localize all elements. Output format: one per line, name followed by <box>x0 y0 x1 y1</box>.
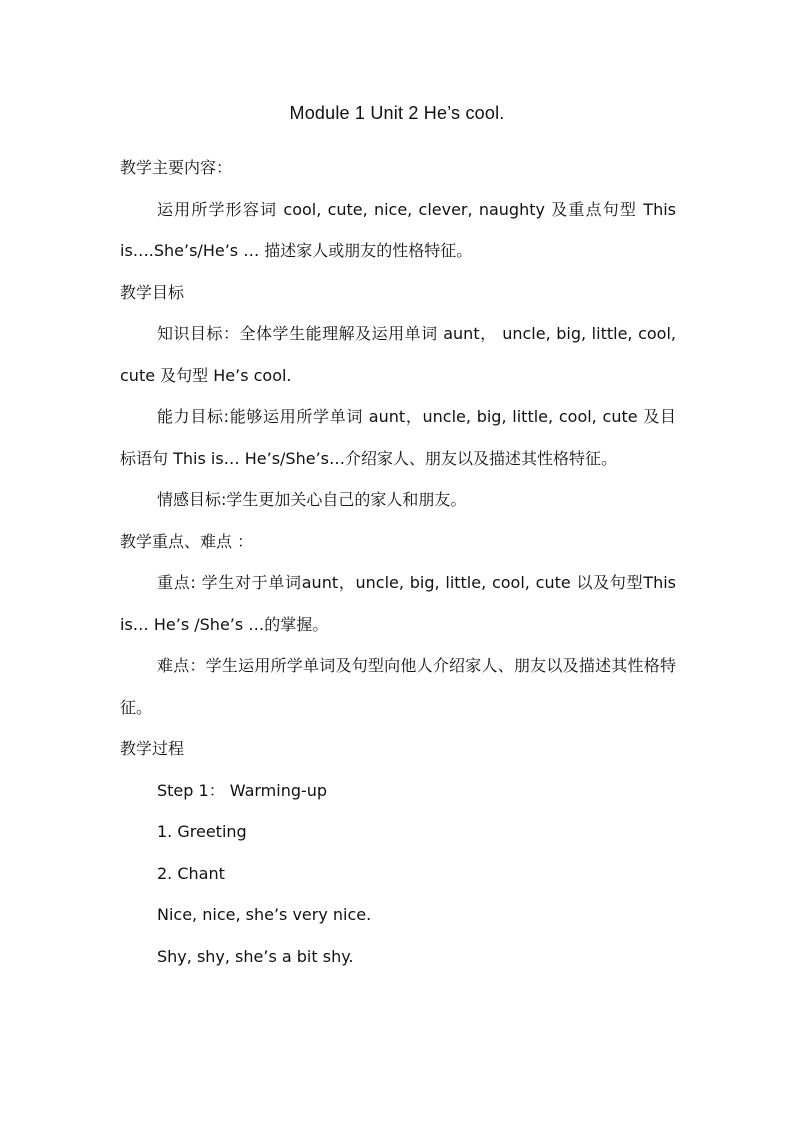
chant-line-1: Nice, nice, she’s very nice. <box>157 905 372 924</box>
paragraph-difficult-point: 难点：学生运用所学单词及句型向他人介绍家人、朋友以及描述其性格特征。 <box>120 656 676 717</box>
section-heading-main-content: 教学主要内容： <box>120 158 233 177</box>
paragraph-main-content: 运用所学形容词 cool, cute, nice, clever, naughty 及重点句型 This is….She’s/He’s … 描述家人或朋友的性格特征。 <box>120 199 676 260</box>
list-item-chant: 2. Chant <box>157 863 225 883</box>
step-1-heading: Step 1： Warming-up <box>157 780 328 800</box>
paragraph-emotional-objective: 情感目标:学生更加关心自己的家人和朋友。 <box>157 490 467 509</box>
section-heading-process: 教学过程 <box>120 739 185 758</box>
paragraph-ability-objective: 能力目标:能够运用所学单词 aunt，uncle, big, little, cool, cute 及目标语句 This is… He’s/She’s…介绍家人、朋友以及描述其性格特征。 <box>120 407 676 468</box>
document-body <box>120 147 676 977</box>
section-heading-objectives: 教学目标 <box>120 282 185 302</box>
paragraph-key-point: 重点: 学生对于单词aunt，uncle, big, little, cool, cute 以及句型This is… He’s /She’s …的掌握。 <box>120 573 676 634</box>
paragraph-knowledge-objective: 知识目标：全体学生能理解及运用单词 aunt， uncle, big, little, cool, cute 及句型 He’s cool. <box>120 324 676 385</box>
document-title: Module 1 Unit 2 He’s cool. <box>289 103 505 123</box>
list-item-greeting: 1. Greeting <box>157 822 247 841</box>
chant-line-2: Shy, shy, she’s a bit shy. <box>157 946 354 966</box>
section-heading-key-points: 教学重点、难点 ： <box>120 531 254 551</box>
